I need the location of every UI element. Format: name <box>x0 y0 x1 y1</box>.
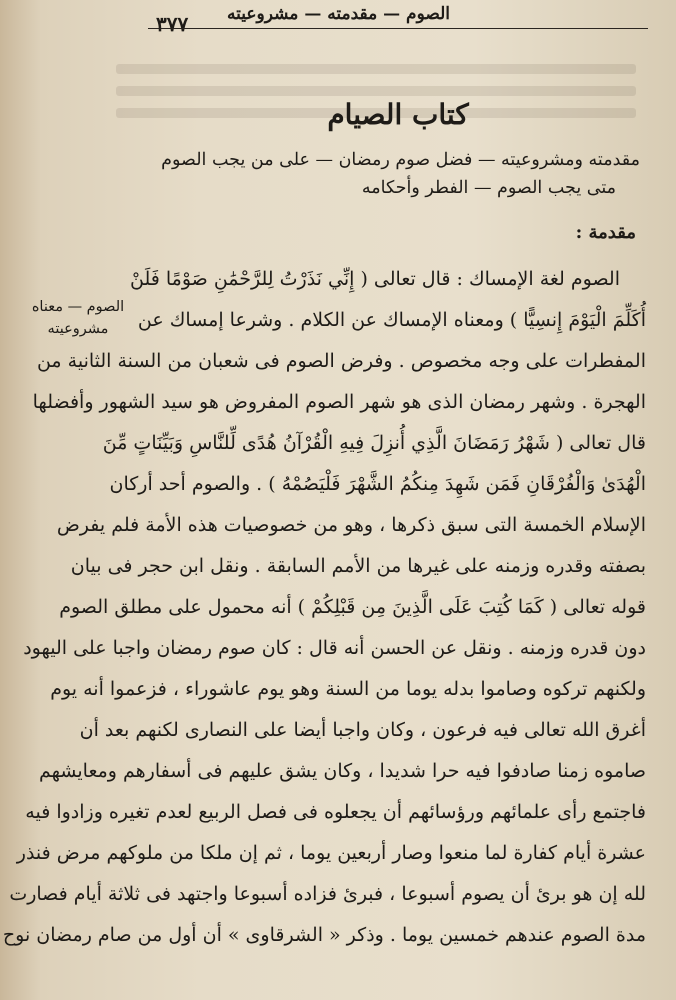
body-line: دون قدره وزمنه . ونقل عن الحسن أنه قال : كان صوم رمضان واجبا على اليهود <box>23 637 646 659</box>
body-line: صاموه زمنا صادفوا فيه حرا شديدا ، وكان يشق عليهم فى أسفارهم ومعايشهم <box>39 760 646 782</box>
body-line: أُكَلِّمَ الْيَوْمَ إِنسِيًّا ) ومعناه الإمساك عن الكلام . وشرعا إمساك عن <box>137 309 646 331</box>
chapter-subtitle-line-2: متى يجب الصوم — الفطر وأحكامه <box>361 178 616 198</box>
body-line: مدة الصوم عندهم خمسين يوما . وذكر « الشرقاوى » أن أول من صام رمضان نوح <box>2 924 646 946</box>
body-line: الهجرة . وشهر رمضان الذى هو شهر الصوم المفروض هو سيد الشهور وأفضلها <box>32 391 646 413</box>
body-line: قال تعالى ( شَهْرُ رَمَضَانَ الَّذِي أُنزِلَ فِيهِ الْقُرْآنُ هُدًى لِّلنَّاسِ وَبَيِّنَاتٍ مِّنَ <box>102 432 646 454</box>
marginal-note-line-2: مشروعيته <box>47 321 109 337</box>
header-rule <box>148 28 648 29</box>
body-line: فاجتمع رأى علمائهم ورؤسائهم أن يجعلوه فى فصل الربيع لعدم تغيره وزادوا فيه <box>25 801 646 823</box>
body-line: لله إن هو برئ أن يصوم أسبوعا ، فبرئ فزاده أسبوعا واجتهد فى ثلاثة أيام فصارت <box>9 883 646 905</box>
body-line: أغرق الله تعالى فيه فرعون ، وكان واجبا أيضا على النصارى لكنهم بعد أن <box>79 719 646 741</box>
body-line: عشرة أيام كفارة لما منعوا وصار أربعين يوما ، ثم إن ملكا من ملوكهم مرض فنذر <box>16 842 646 864</box>
body-line: ولكنهم تركوه وصاموا بدله يوما من السنة وهو يوم عاشوراء ، فزعموا أنه يوم <box>50 678 646 700</box>
marginal-note <box>22 296 134 340</box>
page-number: ٣٧٧ <box>156 12 189 36</box>
body-line: قوله تعالى ( كَمَا كُتِبَ عَلَى الَّذِينَ مِن قَبْلِكُمْ ) أنه محمول على مطلق الصوم <box>59 596 646 618</box>
chapter-title: كتاب الصيام <box>327 98 469 131</box>
running-head <box>0 2 676 36</box>
body-line: الصوم لغة الإمساك : قال تعالى ( إِنِّي نَذَرْتُ لِلرَّحْمَٰنِ صَوْمًا فَلَنْ <box>130 268 620 290</box>
body-line: الإسلام الخمسة التى سبق ذكرها ، وهو من خصوصيات هذه الأمة فلم يفرض <box>56 514 646 536</box>
marginal-note-line-1: الصوم — معناه <box>31 299 125 315</box>
body-line: الْهُدَىٰ وَالْفُرْقَانِ فَمَن شَهِدَ مِنكُمُ الشَّهْرَ فَلْيَصُمْهُ ) . والصوم أحد أركان <box>109 473 646 495</box>
chapter-subtitle-line-1: مقدمته ومشروعيته — فضل صوم رمضان — على من يجب الصوم <box>161 150 640 170</box>
body-line: بصفته وقدره وزمنه على غيرها من الأمم السابقة . ونقل ابن حجر فى بيان <box>70 555 646 577</box>
body-line: المفطرات على وجه مخصوص . وفرض الصوم فى شعبان من السنة الثانية من <box>36 350 646 372</box>
running-head-title: الصوم — مقدمته — مشروعيته <box>227 4 450 24</box>
section-heading: مقدمة : <box>575 222 636 243</box>
